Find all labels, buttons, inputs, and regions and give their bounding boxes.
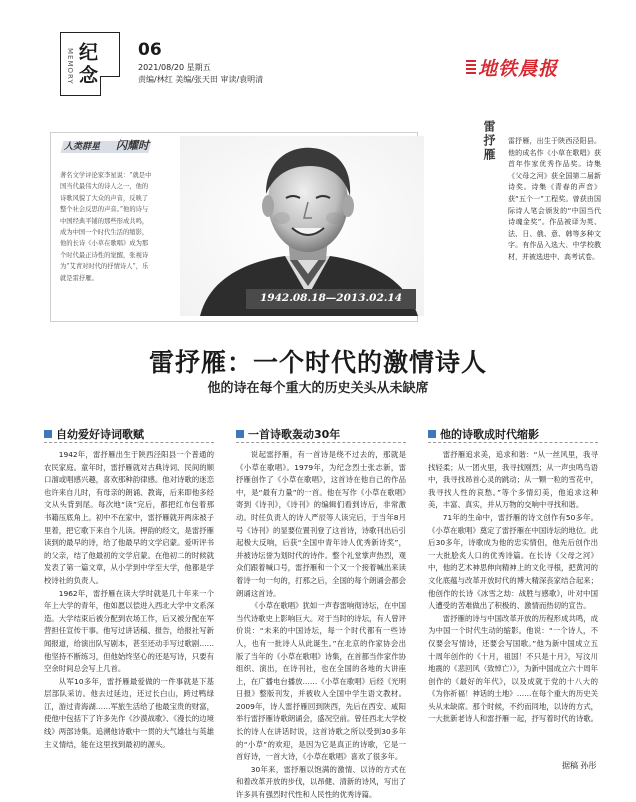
column-heading-text: 自幼爱好诗词歌赋 [56,427,144,441]
headline: 雷抒雁：一个时代的激情诗人 [148,348,487,377]
paragraph: 1942年，雷抒雁出生于陕西泾阳县一个普通的农民家庭。童年时，雷抒雁就对古典诗词、民间的顺口溜或唱感兴趣，喜欢那种韵律感。他对诗歌的迷恋也许来自儿时，有母亲的朗诵、教诲，后来即他多经文从头背到尾。每次地“读”完后，都把红布包着那书籍压底角上。初中不在家中，雷抒雁就开两床被子里着，把它歌下来自个儿读。押韵的经文，是雷抒雁读到的最早的诗，给了他最早的文学启蒙。爱听评书的父亲，结了他最初的文学启蒙。在他初二的时候就发表了第一篇文章，从小学到中学至大学，他都是学校诗社的负责人。 [44,450,214,585]
feature-tag-big: 闪耀时 [116,139,149,152]
paragraph: 雷抒雁的诗与中国改革开放的历程形成共鸣，成为中国一个时代生动的缩影。他说：“一个诗人，不仅要会写情诗，还要会写国歌。”他为新中国成立五十周年创作的《十月，祖国！不只是十月》，写汶川地震的《悲回风（致悼亡）》，为新中国成立六十周年创作的《最好的年代》，以及成就于党的十八大的《为你祈福！神话的土地》……在每个重大的历史关头从未缺席。那个时候，不约而同地，以诗的方式，一大批新老诗人和雷抒雁一起，抒写着时代的诗歌。 [428,613,599,724]
poet-name: 雷抒雁 [482,120,496,162]
logo-stripe-icon [466,60,476,74]
logo-text: 地铁晨报 [478,58,559,80]
section-title: 纪念 [76,42,98,88]
newspaper-logo [466,54,578,80]
paragraph: 《小草在歌唱》犹如一声春雷响彻诗坛，在中国当代诗歌史上影响巨大。对于当时的诗坛，有人曾评价说：“未来的中国诗坛，每一个时代都有一些诗人，也有一批诗人从此诞生。”在北京的作家协会出版了当年的《小草在歌唱》诗集，在首都当作家作协组织、演出，在诗刊社，也在全国的各地的大讲座上，在广播电台播放……《小草在歌唱》后经《光明日报》整版刊发，并被收入全国中学生语文教材。2009年，诗人雷抒雁回到陕西，先后在西安、咸阳举行雷抒雁诗歌朗诵会，盛况空前。曾任西北大学校长的诗人在讲话时说，这首诗歌之所以受到30多年的“小草”的欢迎，是因为它是真正的诗歌，它是一首好诗，一首大诗，《小草在歌唱》喜欢了很多年。 [236,601,407,762]
square-bullet-icon [236,430,244,438]
life-dates [246,289,416,309]
paragraph: 雷抒雁追求美，追求和谐：“从一丝风里，我寻找轻柔；从一团火里，我寻找刚烈；从一声虫鸣鸟语中，我寻找昂首心灵的跳动；从一颗一粒的雪花中，我寻找人性的哀愁。”等个多情幻美，他追求这种美，丰富、真实，并从万物的交响中寻找和谐。 [428,450,598,510]
editors-line: 责编/林红 美编/张天田 审读/袁明清 [138,75,264,84]
paragraph: 从军10多年，雷抒雁最爱做的一件事就是下基层部队采访。他去过延边，还过长白山，跨过鸭绿江，游过青海湖……军旅生活给了他最宝贵的财富，使他中包括下了许多先作《沙漠战歌》、《漫长的边境线》两部诗集。追溯他诗歌中一贯的大气雄壮与英雄主义情结，能在这里找到最初的源头。 [44,676,214,749]
feature-tag [56,138,152,154]
article-column-2 [236,425,406,802]
paragraph: 30年来，雷抒雁以饱满的激情、以诗的方式在和着改革开放的步伐，以昂健、清新的诗风，写出了许多具有强烈时代性和人民性的优秀诗篇。 [236,764,406,800]
page-number: 06 [138,40,162,60]
date-line: 2021/08/20 星期五 [138,63,211,72]
poet-bio: 雷抒雁，出生于陕西泾阳县。他的成名作《小草在歌唱》获首年作家优秀作品奖。诗集《父母之河》获全国第二届新诗奖。诗集《青春的声音》获“五个一”工程奖。曾获由国际诗人笔会颁发的“中国当代诗魂金奖”。作品被译为英、法、日、俄、意、韩等多种文字。有作品入选大、中学校教材，并被选进中、高考试卷。 [508,137,601,261]
life-dates-text: 1942.08.18—2013.02.14 [260,292,403,304]
section-subtitle: MEMORY [66,48,74,85]
paragraph: 1962年，雷抒雁在读大学时就是几十年来一个年上大学的青年，他如愿以偿进入西北大学中文系深造。大学结束后被分配到农场工作，后又被分配在军营担任宣传干事。他写过讲话稿、报告，给报社写新闻报道，给演出队写剧本，甚至还动手写过歌剧……他坚持不断练习，但他始终坚心的还是写诗，只要有空余时间总会写上几首。 [44,588,214,674]
column-heading [428,425,598,443]
column-heading-text: 他的诗歌成时代缩影 [440,427,539,441]
column-heading-text: 一首诗歌轰动30年 [248,427,341,441]
article-column-3 [428,425,598,726]
column-heading [236,425,406,443]
square-bullet-icon [44,430,52,438]
paragraph: 71年的生命中，雷抒雁的诗文创作有50多年。《小草在歌唱》奠定了雷抒雁在中国诗坛的地位。此后30多年，诗歌成为他的忠实情侣，他先后创作出一大批脍炙人口的优秀诗篇。在长诗《父母之河》中，他的艺术神思伸向精神上的文化寻根，把黄河的文化底蕴与改革开放时代的博大精深丧家结合起来；他创作的长诗《冰雪之劫：战胜与感歌》，叶对中国人遭受的苦难做出了积极的、激情而热切的宣告。 [428,512,598,611]
feature-tag-small: 人类群星 [64,142,101,152]
byline: 据稿 孙彤 [562,761,597,770]
article-column-1 [44,425,214,751]
subheadline: 他的诗在每个重大的历史关头从未缺席 [207,381,429,396]
side-quote: 著名文学评论家李星说：“就是中国当代最伟大的诗人之一，他的诗歌风貌了大众的声音，反映了整个社会反思的声音。”他的诗与中国经典平铺的那些形成共鸣，成为中国一个时代生活的缩影，他的长诗《小草在歌唱》成为那个时代最正诗性的觉醒，张视诗为“艾青对时代的抒情诗人”，乐就是雷抒雁。 [60,172,152,282]
column-heading [44,425,214,443]
square-bullet-icon [428,430,436,438]
paragraph: 说起雷抒雁，有一首诗是绕不过去的，那就是《小草在歌唱》。1979年，为纪念烈士张志新，雷抒雁创作了《小草在歌唱》，这首诗在他自己的作品中，是“最有力量”的一首。他在写作《小草在歌唱》寄到《诗刊》，《诗刊》的编辑们看到诗后，非常激动。时任负责人的诗人严辰等人读完后，于当年8月号《诗刊》的显要位置刊登了这首诗，诗歌刊出后引起极大反响，后获“全国中青年诗人优秀新诗奖”，并被诗坛誉为划时代的诗作。整个礼堂掌声热烈，观众们跟着喊口号，雷抒雁和一个又一个接着喊出来读着诗一句一句的，打那之后，全国的每个朗诵会都会朗诵这首诗。 [236,450,406,598]
